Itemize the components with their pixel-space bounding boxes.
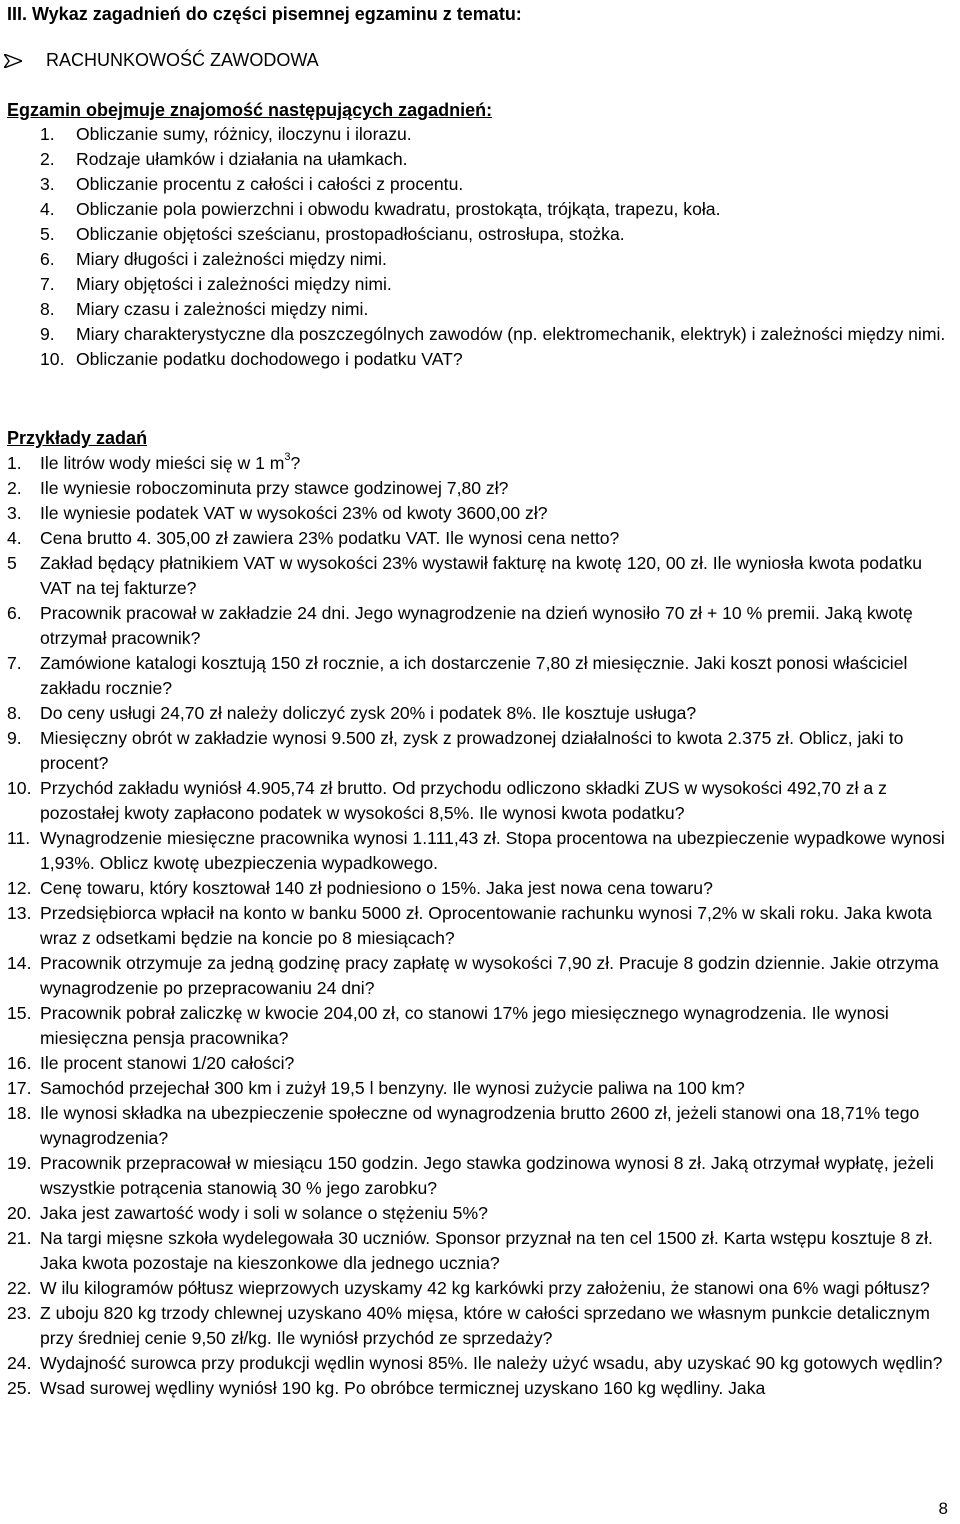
- topic-text: Miary objętości i zależności między nimi.: [76, 274, 392, 294]
- topic-number: 8.: [40, 299, 55, 319]
- task-item: [7, 726, 947, 776]
- task-number: 18.: [7, 1103, 32, 1123]
- topic-number: 1.: [40, 124, 55, 144]
- task-item: [7, 826, 947, 876]
- task-item: [7, 1151, 947, 1201]
- superscript: 3: [284, 451, 291, 464]
- task-text: Jaka jest zawartość wody i soli w solance o stężeniu 5%?: [40, 1203, 488, 1223]
- topic-number: 9.: [40, 324, 55, 344]
- topic-text: Obliczanie pola powierzchni i obwodu kwadratu, prostokąta, trójkąta, trapezu, koła.: [76, 199, 721, 219]
- task-item: [7, 776, 947, 826]
- task-number: 6.: [7, 603, 22, 623]
- task-text: Przychód zakładu wyniósł 4.905,74 zł brutto. Od przychodu odliczono składki ZUS w wysokości 492,70 zł a z pozostałej kwoty zapłacono podatek w wysokości 8,5%. Ile wynosi kwota podatku?: [40, 778, 887, 823]
- task-number: 23.: [7, 1303, 32, 1323]
- task-text: Wsad surowej wędliny wyniósł 190 kg. Po obróbce termicznej uzyskano 160 kg wędliny. Jaka: [40, 1378, 766, 1398]
- task-number: 4.: [7, 528, 22, 548]
- topic-number: 2.: [40, 149, 55, 169]
- section-title: III. Wykaz zagadnień do części pisemnej egzaminu z tematu:: [7, 4, 522, 24]
- task-number: 5: [7, 553, 17, 573]
- topics-list: [40, 122, 950, 372]
- task-text: Pracownik otrzymuje za jedną godzinę pracy zapłatę w wysokości 7,90 zł. Pracuje 8 godzin dziennie. Jakie otrzyma wynagrodzenie po przepracowaniu 24 dni?: [40, 953, 939, 998]
- task-text: Samochód przejechał 300 km i zużył 19,5 l benzyny. Ile wynosi zużycie paliwa na 100 km?: [40, 1078, 745, 1098]
- topic-text: Obliczanie procentu z całości i całości z procentu.: [76, 174, 464, 194]
- topic-text: Rodzaje ułamków i działania na ułamkach.: [76, 149, 408, 169]
- task-text: Pracownik pracował w zakładzie 24 dni. Jego wynagrodzenie na dzień wynosiło 70 zł + 10 % premii. Jaką kwotę otrzymał pracownik?: [40, 603, 913, 648]
- task-item: [7, 1301, 947, 1351]
- task-number: 14.: [7, 953, 32, 973]
- task-number: 20.: [7, 1203, 32, 1223]
- task-text: Zamówione katalogi kosztują 150 zł rocznie, a ich dostarczenie 7,80 zł miesięcznie. Jaki koszt ponosi właściciel zakładu rocznie?: [40, 653, 908, 698]
- task-number: 1.: [7, 453, 22, 473]
- subject-line: [46, 48, 319, 73]
- topic-item: [40, 172, 950, 197]
- task-item: [7, 1076, 947, 1101]
- task-text: [40, 451, 947, 476]
- task-item: [7, 1226, 947, 1276]
- task-number: 19.: [7, 1153, 32, 1173]
- topic-text: Obliczanie sumy, różnicy, iloczynu i ilorazu.: [76, 124, 412, 144]
- topic-item: [40, 272, 950, 297]
- topic-item: [40, 122, 950, 147]
- topic-item: [40, 197, 950, 222]
- subject-text: RACHUNKOWOŚĆ ZAWODOWA: [46, 50, 319, 70]
- intro-heading: Egzamin obejmuje znajomość następujących zagadnień:: [7, 100, 493, 120]
- task-text: Miesięczny obrót w zakładzie wynosi 9.500 zł, zysk z prowadzonej działalności to kwota 2.375 zł. Oblicz, jaki to procent?: [40, 728, 904, 773]
- task-item: [7, 1101, 947, 1151]
- task-number: 9.: [7, 728, 22, 748]
- task-item: [7, 501, 947, 526]
- task-item: [7, 476, 947, 501]
- task-number: 13.: [7, 903, 32, 923]
- task-item: [7, 901, 947, 951]
- topic-item: [40, 347, 950, 372]
- task-text: Cenę towaru, który kosztował 140 zł podniesiono o 15%. Jaka jest nowa cena towaru?: [40, 878, 713, 898]
- task-number: 16.: [7, 1053, 32, 1073]
- task-number: 21.: [7, 1228, 32, 1248]
- task-item: [7, 651, 947, 701]
- task-item: [7, 601, 947, 651]
- page-number: 8: [938, 1499, 948, 1518]
- task-item: [7, 451, 947, 476]
- task-number: 7.: [7, 653, 22, 673]
- task-number: 10.: [7, 778, 32, 798]
- task-item: [7, 876, 947, 901]
- task-text: Pracownik pobrał zaliczkę w kwocie 204,00 zł, co stanowi 17% jego miesięcznego wynagrodzenia. Ile wynosi miesięczna pensja pracownika?: [40, 1003, 889, 1048]
- task-item: [7, 1351, 947, 1376]
- tasks-list: [7, 451, 947, 1401]
- task-item: [7, 526, 947, 551]
- task-number: 17.: [7, 1078, 32, 1098]
- task-text: Ile wynosi składka na ubezpieczenie społeczne od wynagrodzenia brutto 2600 zł, jeżeli stanowi ona 18,71% tego wynagrodzenia?: [40, 1103, 920, 1148]
- topic-number: 5.: [40, 224, 55, 244]
- task-text: Z uboju 820 kg trzody chlewnej uzyskano 40% mięsa, które w całości sprzedano we własnym punkcie detalicznym przy średniej cenie 9,50 zł/kg. Ile wyniósł przychód ze sprzedaży?: [40, 1303, 930, 1348]
- task-number: 25.: [7, 1378, 32, 1398]
- task-number: 11.: [7, 828, 31, 848]
- topic-text: Miary czasu i zależności między nimi.: [76, 299, 369, 319]
- task-text: Do ceny usługi 24,70 zł należy doliczyć zysk 20% i podatek 8%. Ile kosztuje usługa?: [40, 703, 697, 723]
- task-text: Ile wyniesie roboczominuta przy stawce godzinowej 7,80 zł?: [40, 478, 509, 498]
- task-text: Ile wyniesie podatek VAT w wysokości 23% od kwoty 3600,00 zł?: [40, 503, 548, 523]
- topic-number: 10.: [40, 349, 65, 369]
- task-item: [7, 1376, 947, 1401]
- topic-text: Miary długości i zależności między nimi.: [76, 249, 387, 269]
- task-text: Przedsiębiorca wpłacił na konto w banku 5000 zł. Oprocentowanie rachunku wynosi 7,2% w skali roku. Jaka kwota wraz z odsetkami będzie na koncie po 8 miesiącach?: [40, 903, 932, 948]
- task-number: 15.: [7, 1003, 32, 1023]
- task-text: Pracownik przepracował w miesiącu 150 godzin. Jego stawka godzinowa wynosi 8 zł. Jaką otrzymał wypłatę, jeżeli wszystkie potrącenia stanowią 30 % jego zarobku?: [40, 1153, 934, 1198]
- topic-text: Obliczanie objętości sześcianu, prostopadłościanu, ostrosłupa, stożka.: [76, 224, 625, 244]
- task-item: [7, 1051, 947, 1076]
- task-text: Wynagrodzenie miesięczne pracownika wynosi 1.111,43 zł. Stopa procentowa na ubezpieczenie wypadkowe wynosi 1,93%. Oblicz kwotę ubezpieczenia wypadkowego.: [40, 828, 945, 873]
- task-item: [7, 701, 947, 726]
- examples-heading: Przykłady zadań: [7, 428, 148, 448]
- topic-text: Miary charakterystyczne dla poszczególnych zawodów (np. elektromechanik, elektryk) i zależności między nimi.: [76, 324, 946, 344]
- topic-item: [40, 222, 950, 247]
- topic-item: [40, 322, 950, 347]
- task-text: W ilu kilogramów półtusz wieprzowych uzyskamy 42 kg karkówki przy założeniu, że stanowi ona 6% wagi półtusz?: [40, 1278, 930, 1298]
- task-text-main: Ile litrów wody mieści się w 1 m: [40, 453, 285, 473]
- topic-number: 3.: [40, 174, 55, 194]
- topic-item: [40, 147, 950, 172]
- task-text: Ile procent stanowi 1/20 całości?: [40, 1053, 295, 1073]
- task-item: [7, 1276, 947, 1301]
- task-text: Na targi mięsne szkoła wydelegowała 30 uczniów. Sponsor przyznał na ten cel 1500 zł. Karta wstępu kosztuje 8 zł. Jaka kwota pozostaje na kieszonkowe dla jednego ucznia?: [40, 1228, 933, 1273]
- topic-item: [40, 297, 950, 322]
- topic-number: 4.: [40, 199, 55, 219]
- task-text: Zakład będący płatnikiem VAT w wysokości 23% wystawił fakturę na kwotę 120, 00 zł. Ile wyniosła kwota podatku VAT na tej fakturze?: [40, 553, 923, 598]
- topic-text: Obliczanie podatku dochodowego i podatku VAT?: [76, 349, 463, 369]
- arrowhead-bullet-icon: [4, 54, 22, 68]
- task-number: 22.: [7, 1278, 32, 1298]
- topic-item: [40, 247, 950, 272]
- task-item: [7, 951, 947, 1001]
- task-number: 12.: [7, 878, 32, 898]
- topic-number: 7.: [40, 274, 55, 294]
- task-text: Cena brutto 4. 305,00 zł zawiera 23% podatku VAT. Ile wynosi cena netto?: [40, 528, 620, 548]
- topic-number: 6.: [40, 249, 55, 269]
- task-item: [7, 1001, 947, 1051]
- task-item: [7, 551, 947, 601]
- task-text: Wydajność surowca przy produkcji wędlin wynosi 85%. Ile należy użyć wsadu, aby uzyskać 90 kg gotowych wędlin?: [40, 1353, 943, 1373]
- task-number: 24.: [7, 1353, 32, 1373]
- task-text-tail: ?: [290, 453, 301, 473]
- task-number: 2.: [7, 478, 22, 498]
- task-number: 8.: [7, 703, 22, 723]
- task-item: [7, 1201, 947, 1226]
- task-number: 3.: [7, 503, 22, 523]
